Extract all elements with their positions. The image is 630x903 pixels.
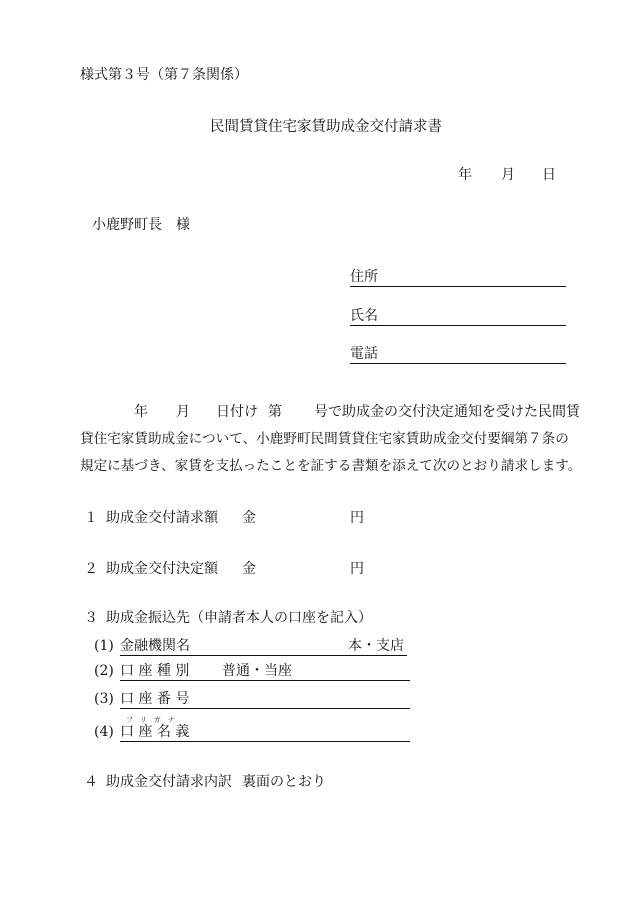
account-number-label: 口 座 番 号: [120, 691, 190, 707]
body-line1-rest: 号で助成金の交付決定通知を受けた民間賃: [314, 404, 580, 420]
body-line3: 規定に基づき、家賃を支払ったことを証する書類を添えて次のとおり請求します。: [80, 458, 582, 474]
item-2-kin: 金: [242, 561, 256, 577]
item-1-yen: 円: [350, 510, 364, 526]
body-year-label: 年: [134, 404, 148, 420]
body-month-label: 月: [176, 404, 190, 420]
bank-branch-label: 本・支店: [348, 638, 404, 654]
item-3-number: ３: [84, 610, 98, 626]
address-field[interactable]: [350, 268, 566, 287]
account-type-options: 普通・当座: [222, 663, 292, 679]
phone-label: 電話: [350, 346, 378, 362]
account-type-label: 口 座 種 別: [120, 663, 190, 679]
item-3-label: 助成金振込先（申請者本人の口座を記入）: [106, 610, 372, 626]
bank-row-number: (1): [94, 638, 114, 654]
date-year-label: 年: [458, 167, 472, 183]
account-holder-label: 口 座 名 義: [120, 724, 190, 740]
name-label: 氏名: [350, 308, 378, 324]
account-type-field[interactable]: [120, 662, 410, 681]
document-title: 民間賃貸住宅家賃助成金交付請求書: [210, 119, 442, 135]
body-dated-label: 日付け: [216, 404, 258, 420]
item-2-yen: 円: [350, 561, 364, 577]
date-month-label: 月: [501, 167, 515, 183]
body-dai-label: 第: [268, 404, 282, 420]
item-4-value: 裏面のとおり: [242, 774, 326, 790]
account-number-field[interactable]: [120, 690, 410, 709]
item-2-number: ２: [84, 561, 98, 577]
addressee: 小鹿野町長 様: [92, 217, 190, 233]
item-4-number: ４: [84, 774, 98, 790]
phone-field[interactable]: [350, 345, 566, 364]
name-field[interactable]: [350, 307, 566, 326]
account-holder-field[interactable]: [120, 723, 410, 742]
form-number: 様式第３号（第７条関係）: [80, 67, 248, 83]
account-number-row-number: (3): [94, 691, 114, 707]
account-type-row-number: (2): [94, 663, 114, 679]
item-4-label: 助成金交付請求内訳: [106, 774, 232, 790]
bank-name-label: 金融機関名: [120, 638, 190, 654]
item-2-label: 助成金交付決定額: [106, 561, 218, 577]
body-line2: 貸住宅家賃助成金について、小鹿野町民間賃貸住宅家賃助成金交付要綱第７条の: [80, 431, 569, 447]
item-1-label: 助成金交付請求額: [106, 510, 218, 526]
item-1-number: １: [84, 510, 98, 526]
item-1-kin: 金: [242, 510, 256, 526]
account-holder-row-number: (4): [94, 724, 114, 740]
date-day-label: 日: [542, 167, 556, 183]
account-holder-furigana: フリガナ: [126, 716, 182, 724]
address-label: 住所: [350, 269, 378, 285]
